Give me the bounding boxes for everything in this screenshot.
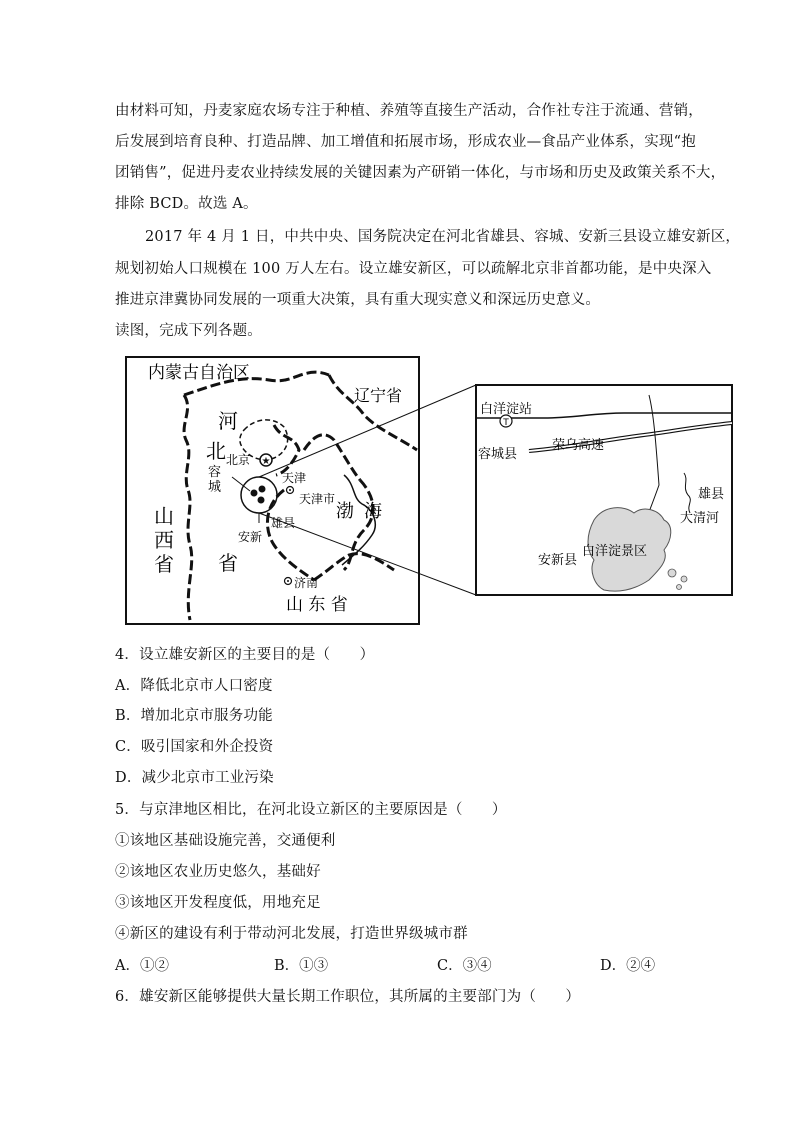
question-5-stem: 5．与京津地区相比，在河北设立新区的主要原因是（ ） (115, 802, 507, 818)
label-rongwu-expressway: 荣乌高速 (552, 438, 605, 453)
q5-option-d[interactable]: D．②④ (600, 958, 656, 974)
q4-option-c[interactable]: C．吸引国家和外企投资 (115, 739, 274, 755)
body-text-line: 规划初始人口规模在 100 万人左右。设立雄安新区，可以疏解北京非首都功能，是中央深入 (115, 261, 712, 277)
q4-option-d[interactable]: D．减少北京市工业污染 (115, 770, 274, 786)
label-jinan: 济南 (294, 576, 319, 590)
label-bohai-1: 渤 (336, 501, 354, 522)
map-figure (124, 355, 736, 627)
label-rongcheng-1: 容 (208, 465, 222, 480)
body-text-line: 后发展到培育良种、打造品牌、加工增值和拓展市场，形成农业—食品产业体系，实现“抱 (115, 134, 696, 150)
label-baiyangdian-station: 白洋淀站 (480, 402, 533, 417)
svg-text:T: T (503, 418, 509, 428)
anxin-dot (258, 497, 265, 504)
label-anxin: 安新 (238, 530, 263, 544)
label-hebei-2: 北 (206, 439, 226, 463)
label-shanxi-1: 山 (154, 504, 174, 528)
label-shandong: 山 东 省 (286, 595, 348, 615)
body-text-line: 推进京津冀协同发展的一项重大决策，具有重大现实意义和深远历史意义。 (115, 292, 601, 308)
body-text-line: 由材料可知，丹麦家庭农场专注于种植、养殖等直接生产活动，合作社专注于流通、营销， (115, 103, 703, 119)
label-shanxi-2: 西 (154, 528, 174, 552)
svg-text:★: ★ (261, 456, 271, 467)
label-baiyangdian-area: 白洋淀景区 (582, 544, 648, 559)
q5-statement: ②该地区农业历史悠久，基础好 (115, 864, 321, 880)
label-xiongxian: 雄县 (271, 516, 296, 530)
question-4-stem: 4．设立雄安新区的主要目的是（ ） (115, 647, 375, 663)
q4-option-a[interactable]: A．降低北京市人口密度 (115, 678, 273, 694)
q5-statement: ③该地区开发程度低，用地充足 (115, 895, 321, 911)
xiongxian-dot (259, 486, 266, 493)
label-tianjin: 天津 (282, 471, 307, 485)
label-liaoning: 辽宁省 (354, 386, 403, 405)
q4-option-b[interactable]: B．增加北京市服务功能 (115, 708, 273, 724)
label-daqing-river: 大清河 (680, 511, 720, 526)
question-6-stem: 6．雄安新区能够提供大量长期工作职位，其所属的主要部门为（ ） (115, 989, 581, 1005)
body-text-line: 排除 BCD。故选 A。 (115, 196, 258, 212)
label-xiongxian-inset: 雄县 (698, 487, 725, 502)
label-shanxi-3: 省 (154, 552, 174, 576)
label-beijing: 北京 (226, 453, 251, 467)
q5-statement: ①该地区基础设施完善，交通便利 (115, 833, 336, 849)
q5-option-a[interactable]: A．①② (115, 958, 169, 974)
q5-statement: ④新区的建设有利于带动河北发展，打造世界级城市群 (115, 926, 468, 942)
rongcheng-dot (251, 490, 258, 497)
q5-option-b[interactable]: B．①③ (274, 958, 329, 974)
label-hebei-3: 省 (218, 551, 238, 575)
label-anxin-county: 安新县 (538, 553, 578, 568)
label-hebei-1: 河 (218, 409, 238, 433)
body-text-line: 2017 年 4 月 1 日，中共中央、国务院决定在河北省雄县、容城、安新三县设立雄安新区， (145, 229, 741, 245)
body-text-line: 团销售”，促进丹麦农业持续发展的关键因素为产研销一体化，与市场和历史及政策关系不大， (115, 165, 726, 181)
label-bohai-2: 海 (364, 501, 382, 522)
label-rongcheng-2: 城 (208, 480, 222, 495)
label-inner-mongolia: 内蒙古自治区 (148, 363, 250, 383)
instruction-text: 读图，完成下列各题。 (115, 323, 262, 339)
label-rongcheng-county: 容城县 (478, 447, 518, 462)
q5-option-c[interactable]: C．③④ (437, 958, 492, 974)
label-tianjin-city: 天津市 (299, 492, 336, 506)
